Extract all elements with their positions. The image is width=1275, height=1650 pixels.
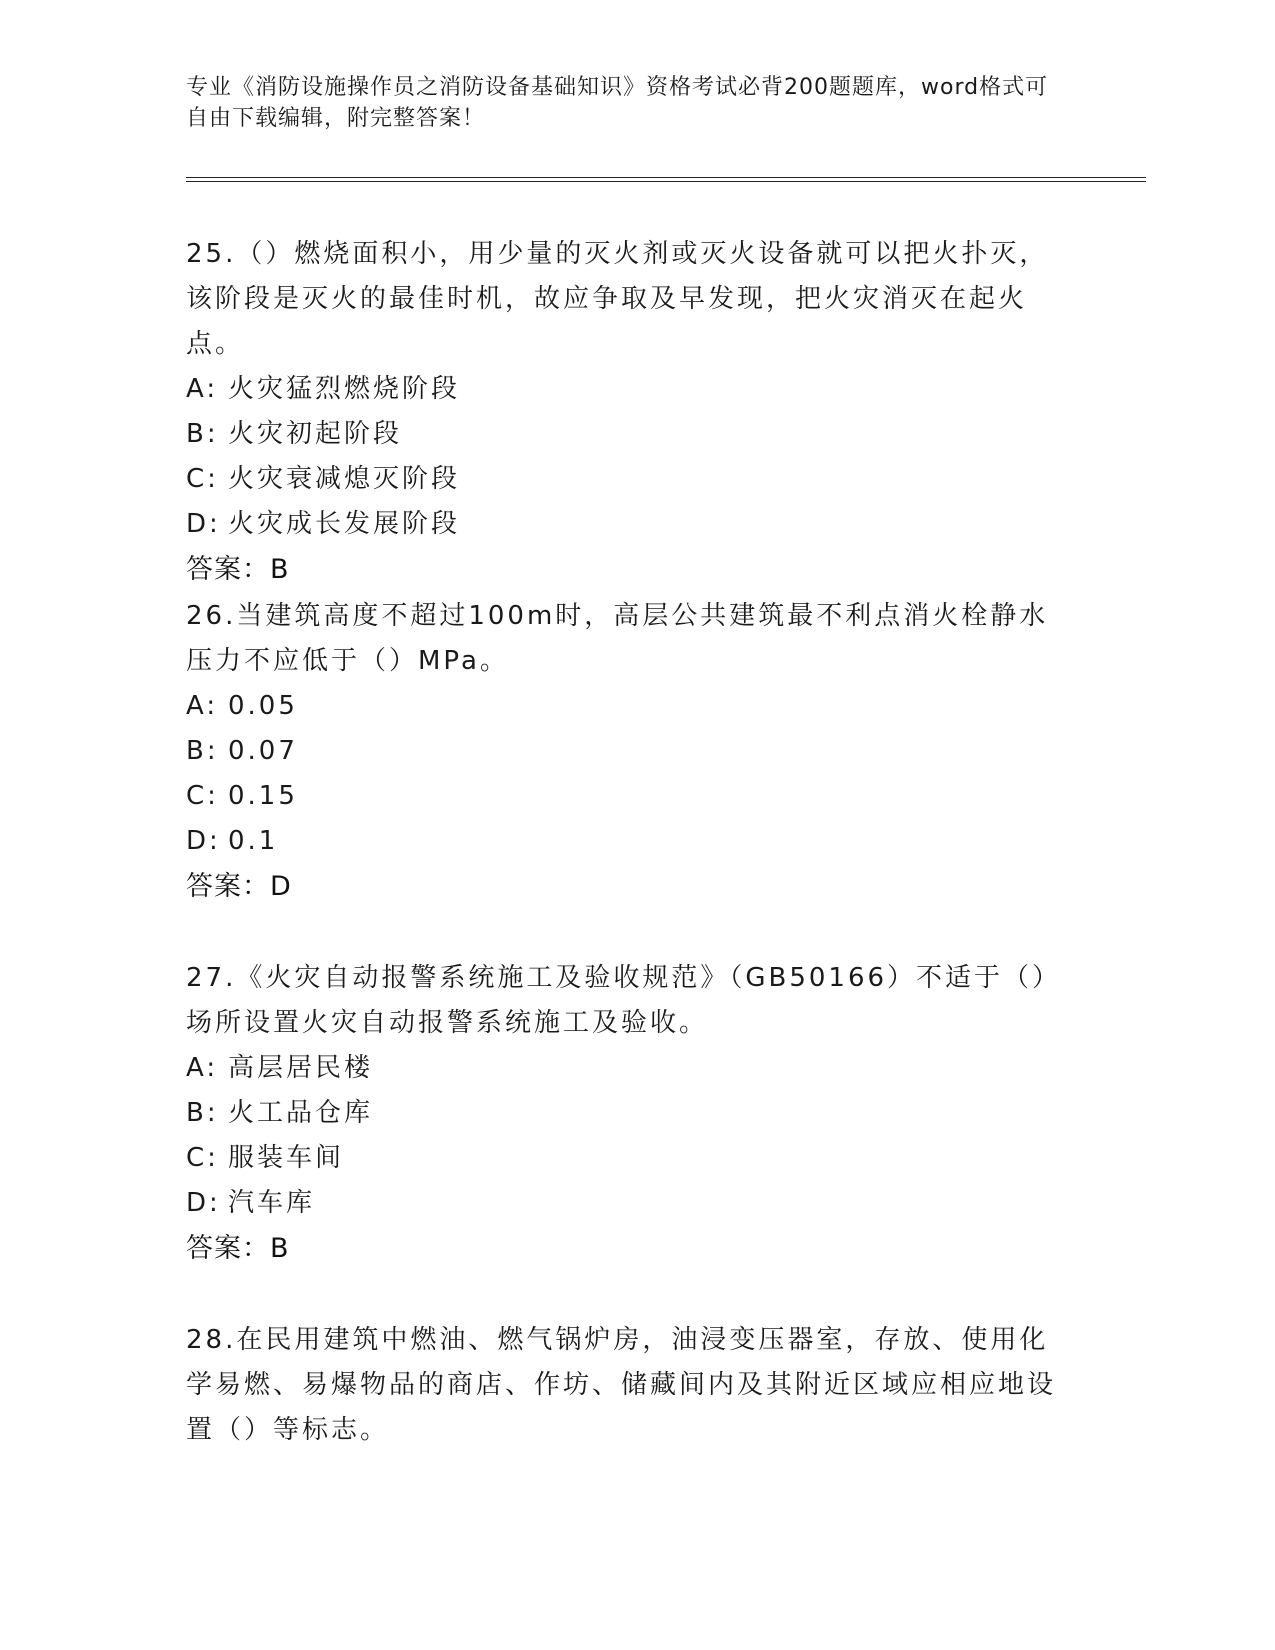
option-letter: C: [186,781,219,811]
option-letter: D: [186,1188,221,1218]
option-b [186,412,1066,457]
answer-line: 答案：D [186,871,292,902]
header-divider-top [186,177,1146,178]
question-text: 26.当建筑高度不超过100m时，高层公共建筑最不利点消火栓静水压力不应低于（）MPa。 [186,601,1049,676]
question-text: 25.（）燃烧面积小，用少量的灭火剂或灭火设备就可以把火扑灭，该阶段是灭火的最佳时机，故应争取及早发现，把火灾消灭在起火点。 [186,239,1049,359]
option-letter: A: [186,691,219,721]
option-text: 0.07 [228,736,298,766]
question-27 [186,956,1066,1271]
option-c [186,1136,1066,1181]
option-text: 火灾成长发展阶段 [228,509,461,539]
option-text: 火灾初起阶段 [228,419,403,449]
option-a [186,367,1066,412]
option-text: 服装车间 [228,1143,345,1173]
option-d [186,1181,1066,1226]
header-divider-bottom [186,181,1146,182]
answer-line: 答案：B [186,554,290,585]
option-c [186,774,1066,819]
option-letter: D: [186,509,221,539]
option-text: 火灾衰减熄灭阶段 [228,464,461,494]
option-letter: A: [186,374,219,404]
question-text: 28.在民用建筑中燃油、燃气锅炉房，油浸变压器室，存放、使用化学易燃、易爆物品的商店、作坊、储藏间内及其附近区域应相应地设置（）等标志。 [186,1325,1057,1445]
option-letter: B: [186,419,219,449]
option-text: 汽车库 [228,1188,316,1218]
option-text: 0.15 [228,781,298,811]
option-a [186,1046,1066,1091]
option-d [186,819,1066,864]
option-text: 高层居民楼 [228,1053,374,1083]
option-b [186,729,1066,774]
option-text: 0.05 [228,691,298,721]
question-25 [186,232,1066,592]
option-text: 0.1 [228,826,279,856]
option-letter: C: [186,1143,219,1173]
option-letter: C: [186,464,219,494]
option-letter: A: [186,1053,219,1083]
option-letter: B: [186,736,219,766]
question-26 [186,594,1066,909]
option-letter: B: [186,1098,219,1128]
option-text: 火工品仓库 [228,1098,374,1128]
question-28 [186,1318,1066,1453]
document-header: 专业《消防设施操作员之消防设备基础知识》资格考试必背200题题库，word格式可自由下载编辑，附完整答案！ [186,75,1049,131]
answer-line: 答案：B [186,1233,290,1264]
option-text: 火灾猛烈燃烧阶段 [228,374,461,404]
option-c [186,457,1066,502]
option-b [186,1091,1066,1136]
question-text: 27.《火灾自动报警系统施工及验收规范》（GB50166）不适于（）场所设置火灾自动报警系统施工及验收。 [186,963,1062,1038]
option-letter: D: [186,826,221,856]
option-a [186,684,1066,729]
option-d [186,502,1066,547]
